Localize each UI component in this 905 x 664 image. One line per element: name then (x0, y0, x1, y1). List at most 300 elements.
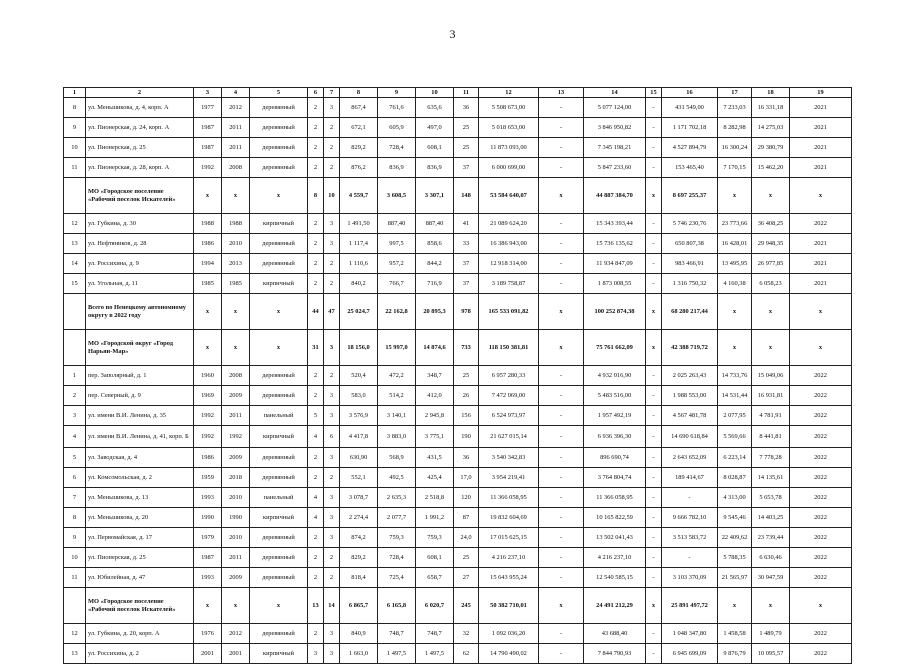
table-cell: 153 465,40 (662, 158, 718, 178)
address-cell: ул. Меньшикова, д. 4, корп. А (86, 98, 194, 118)
column-number-cell: 4 (222, 88, 250, 98)
table-cell: 2010 (222, 528, 250, 548)
table-cell: - (539, 548, 584, 568)
table-cell: 1988 (194, 214, 222, 234)
table-cell: 2011 (222, 406, 250, 426)
table-cell: 1 663,0 (340, 644, 378, 664)
address-cell: ул. Меньшикова, д. 20 (86, 508, 194, 528)
table-cell: 3 (324, 234, 340, 254)
table-cell: - (539, 118, 584, 138)
table-cell: 1 497,5 (378, 644, 416, 664)
table-cell: x (752, 294, 790, 330)
table-cell: 36 408,25 (752, 214, 790, 234)
table-cell: 844,2 (416, 254, 454, 274)
table-cell: x (539, 588, 584, 624)
table-cell: 2 (308, 366, 324, 386)
table-cell: деревянный (250, 548, 308, 568)
table-cell: x (222, 294, 250, 330)
table-cell: 16 428,01 (718, 234, 752, 254)
table-cell: 1987 (194, 118, 222, 138)
table-cell: 829,2 (340, 548, 378, 568)
table-cell: 1959 (194, 468, 222, 488)
column-number-cell: 19 (790, 88, 852, 98)
column-number-cell: 10 (416, 88, 454, 98)
table-cell: 2 (308, 138, 324, 158)
table-cell: 11 934 847,09 (584, 254, 646, 274)
table-row (64, 448, 852, 468)
table-cell: x (194, 294, 222, 330)
table-cell: 1969 (194, 386, 222, 406)
table-cell: 2 (308, 448, 324, 468)
column-number-cell: 9 (378, 88, 416, 98)
table-cell: - (539, 426, 584, 448)
table-cell: 10 (324, 178, 340, 214)
table-cell: 492,5 (378, 468, 416, 488)
address-cell: ул. Пионерская, д. 28, корп. А (86, 158, 194, 178)
table-cell: 2011 (222, 548, 250, 568)
column-number-cell: 18 (752, 88, 790, 98)
table-cell: 8 441,81 (752, 426, 790, 448)
table-cell: 1986 (194, 448, 222, 468)
table-cell: 2 (308, 254, 324, 274)
table-cell: 2022 (790, 386, 852, 406)
table-cell: 120 (454, 488, 479, 508)
table-cell: 1 458,58 (718, 624, 752, 644)
table-cell: 876,2 (340, 158, 378, 178)
table-cell: 425,4 (416, 468, 454, 488)
table-cell: 716,9 (416, 274, 454, 294)
table-cell: 3 (324, 330, 340, 366)
table-cell: 3 764 804,74 (584, 468, 646, 488)
table-cell (64, 330, 86, 366)
table-cell: 759,3 (378, 528, 416, 548)
table-cell: 7 233,03 (718, 98, 752, 118)
table-cell: 1 (64, 366, 86, 386)
table-cell: деревянный (250, 158, 308, 178)
column-number-cell: 13 (539, 88, 584, 98)
table-cell: 583,0 (340, 386, 378, 406)
table-cell: 2 (308, 468, 324, 488)
table-cell: кирпичный (250, 214, 308, 234)
apartment-buildings-table (63, 87, 852, 664)
table-cell: 4 932 016,90 (584, 366, 646, 386)
table-cell: 2 (324, 118, 340, 138)
table-cell: - (646, 448, 662, 468)
column-number-cell: 16 (662, 88, 718, 98)
table-cell: 13 (308, 588, 324, 624)
table-cell: 10 165 822,59 (584, 508, 646, 528)
table-cell: x (539, 330, 584, 366)
address-cell: ул. Россихина, д. 9 (86, 254, 194, 274)
table-cell: 3 540 342,83 (479, 448, 539, 468)
table-cell: 5 (64, 448, 86, 468)
table-cell: - (539, 624, 584, 644)
table-cell: 245 (454, 588, 479, 624)
table-cell: 156 (454, 406, 479, 426)
table-cell: 10 (64, 138, 86, 158)
table-cell: 36 (454, 98, 479, 118)
table-cell: 8 (64, 508, 86, 528)
table-cell: 2021 (790, 98, 852, 118)
table-cell: 37 (454, 254, 479, 274)
table-cell: 2 518,8 (416, 488, 454, 508)
table-cell: 50 382 710,01 (479, 588, 539, 624)
table-cell: 2022 (790, 448, 852, 468)
address-cell: ул. Угольная, д. 11 (86, 274, 194, 294)
table-cell: 1990 (194, 508, 222, 528)
table-cell: - (646, 158, 662, 178)
table-cell: 6 945 699,09 (662, 644, 718, 664)
table-cell: 1 991,2 (416, 508, 454, 528)
table-cell: 2 643 652,09 (662, 448, 718, 468)
column-number-cell: 14 (584, 88, 646, 98)
table-cell: 5 746 230,76 (662, 214, 718, 234)
table-cell: 2022 (790, 468, 852, 488)
table-cell: 1960 (194, 366, 222, 386)
table-cell: 6 058,23 (752, 274, 790, 294)
table-cell: - (646, 548, 662, 568)
table-cell: 2021 (790, 138, 852, 158)
table-cell: 2022 (790, 214, 852, 234)
table-cell: 1 048 347,80 (662, 624, 718, 644)
table-cell: 22 409,62 (718, 528, 752, 548)
table-cell: - (539, 254, 584, 274)
table-cell: - (539, 386, 584, 406)
column-number-cell: 8 (340, 88, 378, 98)
table-cell: деревянный (250, 118, 308, 138)
table-cell: 15 (64, 274, 86, 294)
table-cell: 2012 (222, 98, 250, 118)
table-cell: 18 156,0 (340, 330, 378, 366)
table-cell: 605,9 (378, 118, 416, 138)
table-cell: 2001 (194, 644, 222, 664)
table-cell: 887,40 (416, 214, 454, 234)
table-cell: 1 489,79 (752, 624, 790, 644)
table-cell: - (539, 568, 584, 588)
table-cell: 608,1 (416, 548, 454, 568)
table-cell: 552,1 (340, 468, 378, 488)
table-row (64, 468, 852, 488)
address-cell: ул. Россихина, д. 2 (86, 644, 194, 664)
table-cell: 2018 (222, 468, 250, 488)
table-cell: 87 (454, 508, 479, 528)
table-cell: 13 495,95 (718, 254, 752, 274)
table-cell: 13 (64, 644, 86, 664)
address-cell: ул. Губкина, д. 20, корп. А (86, 624, 194, 644)
table-cell: 17,0 (454, 468, 479, 488)
address-cell: МО «Городской округ «Город Нарьян-Мар» (86, 330, 194, 366)
table-cell: 2 (324, 158, 340, 178)
table-cell: 2 635,3 (378, 488, 416, 508)
table-row (64, 508, 852, 528)
table-cell: 4 (308, 488, 324, 508)
table-cell: кирпичный (250, 508, 308, 528)
address-cell: ул. Заводская, д. 4 (86, 448, 194, 468)
table-cell: 29 380,79 (752, 138, 790, 158)
table-cell: кирпичный (250, 274, 308, 294)
table-cell: 30 947,59 (752, 568, 790, 588)
table-cell: 1992 (194, 158, 222, 178)
table-cell: 21 627 015,14 (479, 426, 539, 448)
table-cell: 29 948,35 (752, 234, 790, 254)
address-cell: Всего по Ненецкому автономному округу в 2022 году (86, 294, 194, 330)
address-cell: ул. Губкина, д. 30 (86, 214, 194, 234)
table-cell: 11 (64, 158, 86, 178)
table-cell: 5 018 653,00 (479, 118, 539, 138)
table-cell: 635,6 (416, 98, 454, 118)
table-cell: 21 089 624,20 (479, 214, 539, 234)
table-cell: 3 513 583,72 (662, 528, 718, 548)
table-cell: 14 275,03 (752, 118, 790, 138)
table-cell: 148 (454, 178, 479, 214)
table-cell: 858,6 (416, 234, 454, 254)
table-cell: 2008 (222, 366, 250, 386)
table-cell: 37 (454, 158, 479, 178)
table-cell: 36 (454, 448, 479, 468)
table-cell: 2 (64, 386, 86, 406)
table-cell: 1992 (194, 406, 222, 426)
table-cell: 11 366 058,95 (479, 488, 539, 508)
table-cell: x (194, 178, 222, 214)
table-cell: 2012 (222, 624, 250, 644)
table-cell: x (250, 330, 308, 366)
table-cell: 997,5 (378, 234, 416, 254)
table-cell: 6 223,14 (718, 448, 752, 468)
table-cell: x (718, 588, 752, 624)
table-cell: 2 274,4 (340, 508, 378, 528)
table-cell: 11 (64, 568, 86, 588)
table-cell: - (646, 488, 662, 508)
table-cell: 7 345 198,21 (584, 138, 646, 158)
table-cell: 11 366 058,95 (584, 488, 646, 508)
header-row (64, 88, 852, 98)
table-cell: 5 847 233,60 (584, 158, 646, 178)
table-cell: 2 (324, 548, 340, 568)
table-cell: x (539, 294, 584, 330)
table-cell: - (646, 98, 662, 118)
table-cell: 8 028,87 (718, 468, 752, 488)
table-cell: 520,4 (340, 366, 378, 386)
table-cell: 12 918 314,00 (479, 254, 539, 274)
table-cell: 5 569,66 (718, 426, 752, 448)
table-cell: 1985 (222, 274, 250, 294)
table-cell: 3 (324, 624, 340, 644)
table-cell: 818,4 (340, 568, 378, 588)
table-cell: 21 565,97 (718, 568, 752, 588)
table-cell: 4 527 894,79 (662, 138, 718, 158)
table-cell: 3 954 219,41 (479, 468, 539, 488)
table-cell: 5 653,78 (752, 488, 790, 508)
table-cell: x (790, 178, 852, 214)
table-cell: 568,9 (378, 448, 416, 468)
table-cell: 896 690,74 (584, 448, 646, 468)
table-cell: x (790, 330, 852, 366)
table-cell (64, 588, 86, 624)
table-cell: 6 957 280,33 (479, 366, 539, 386)
table-cell: 725,4 (378, 568, 416, 588)
table-cell: 44 887 384,70 (584, 178, 646, 214)
table-cell: - (539, 98, 584, 118)
table-cell: 23 773,66 (718, 214, 752, 234)
table-cell: 412,0 (416, 386, 454, 406)
table-cell: 630,90 (340, 448, 378, 468)
column-number-cell: 12 (479, 88, 539, 98)
table-row (64, 386, 852, 406)
table-cell: 3 (324, 528, 340, 548)
table-cell: 733 (454, 330, 479, 366)
address-cell: ул. Юбилейная, д. 47 (86, 568, 194, 588)
table-cell: 4 216 237,10 (584, 548, 646, 568)
table-cell: 3 576,9 (340, 406, 378, 426)
table-cell: 1976 (194, 624, 222, 644)
table-cell: 748,7 (416, 624, 454, 644)
table-cell: 840,2 (340, 274, 378, 294)
table-cell: 672,1 (340, 118, 378, 138)
table-cell: 3 775,1 (416, 426, 454, 448)
table-cell: 26 977,85 (752, 254, 790, 274)
address-cell: ул. Пионерская, д. 25 (86, 138, 194, 158)
table-row (64, 528, 852, 548)
table-cell: x (718, 330, 752, 366)
table-cell: 2 (308, 528, 324, 548)
table-cell: 836,9 (378, 158, 416, 178)
table-cell: 5 788,35 (718, 548, 752, 568)
table-cell: 2009 (222, 386, 250, 406)
table-cell: 75 761 662,09 (584, 330, 646, 366)
table-row (64, 548, 852, 568)
table-cell: 748,7 (378, 624, 416, 644)
table-cell: 1986 (194, 234, 222, 254)
table-cell: - (539, 138, 584, 158)
table-cell: 6 000 699,00 (479, 158, 539, 178)
table-cell: 8 (308, 178, 324, 214)
table-cell: деревянный (250, 138, 308, 158)
table-cell: 2021 (790, 118, 852, 138)
table-cell: - (539, 406, 584, 426)
table-cell: 3 (324, 488, 340, 508)
table-row (64, 644, 852, 664)
table-cell: 5 508 673,00 (479, 98, 539, 118)
table-cell: 4 417,8 (340, 426, 378, 448)
table-cell: x (250, 294, 308, 330)
table-cell: - (646, 406, 662, 426)
table-cell: 5 (308, 406, 324, 426)
table-cell: деревянный (250, 386, 308, 406)
table-cell: 25 (454, 366, 479, 386)
table-cell: 472,2 (378, 366, 416, 386)
table-cell: - (646, 508, 662, 528)
table-cell: 1992 (194, 426, 222, 448)
table-cell: 2 945,8 (416, 406, 454, 426)
table-cell: 1987 (194, 548, 222, 568)
table-cell: 4 (308, 426, 324, 448)
summary-row (64, 294, 852, 330)
page-number: 3 (449, 27, 456, 41)
table-cell: 2 (324, 366, 340, 386)
table-cell: 11 873 093,00 (479, 138, 539, 158)
table-cell: 761,6 (378, 98, 416, 118)
summary-row (64, 588, 852, 624)
table-cell: 16 386 943,00 (479, 234, 539, 254)
table-cell: 23 739,44 (752, 528, 790, 548)
table-cell: 3 (324, 98, 340, 118)
table-cell: 6 524 973,97 (479, 406, 539, 426)
table-cell: - (646, 624, 662, 644)
table-cell: - (539, 528, 584, 548)
column-number-cell: 7 (324, 88, 340, 98)
table-cell: 3 (324, 644, 340, 664)
table-cell: 43 688,40 (584, 624, 646, 644)
table-cell: 2 (324, 468, 340, 488)
table-cell: 24 491 212,29 (584, 588, 646, 624)
table-cell: 978 (454, 294, 479, 330)
table-cell: x (250, 588, 308, 624)
address-cell: ул. имени В.И. Ленина, д. 41, корп. Б (86, 426, 194, 448)
table-cell: 7 170,15 (718, 158, 752, 178)
table-cell: x (752, 178, 790, 214)
table-cell: 190 (454, 426, 479, 448)
table-cell: 3 (324, 406, 340, 426)
table-cell: 2022 (790, 406, 852, 426)
table-cell: 1985 (194, 274, 222, 294)
table-cell: 1992 (222, 426, 250, 448)
table-cell: 3 307,1 (416, 178, 454, 214)
table-cell: - (646, 468, 662, 488)
table-cell: x (194, 330, 222, 366)
table-cell: 3 (324, 386, 340, 406)
table-cell: деревянный (250, 254, 308, 274)
table-cell: деревянный (250, 528, 308, 548)
table-cell: 22 162,8 (378, 294, 416, 330)
table-cell: 42 388 719,72 (662, 330, 718, 366)
table-cell: 3 (64, 406, 86, 426)
table-cell: 957,2 (378, 254, 416, 274)
table-cell: 15 049,06 (752, 366, 790, 386)
table-cell: 1994 (194, 254, 222, 274)
address-cell: МО «Городское поселение «Рабочий поселок Искателей» (86, 178, 194, 214)
address-cell: ул. Пионерская, д. 25 (86, 548, 194, 568)
table-cell: 1 316 750,32 (662, 274, 718, 294)
table-cell: - (646, 274, 662, 294)
table-cell: 25 (454, 138, 479, 158)
table-cell: 887,40 (378, 214, 416, 234)
table-cell: 1979 (194, 528, 222, 548)
table-cell: 2021 (790, 274, 852, 294)
table-cell: 47 (324, 294, 340, 330)
table-cell: 2009 (222, 568, 250, 588)
table-cell: 10 (64, 548, 86, 568)
summary-row (64, 330, 852, 366)
table-cell: 608,1 (416, 138, 454, 158)
address-cell: ул. Комсомольская, д. 2 (86, 468, 194, 488)
table-cell: 4 567 481,78 (662, 406, 718, 426)
table-cell: 759,3 (416, 528, 454, 548)
table-cell: деревянный (250, 234, 308, 254)
table-cell: 728,4 (378, 138, 416, 158)
table-cell: 1993 (194, 568, 222, 588)
table-cell: 26 (454, 386, 479, 406)
table-cell: x (646, 294, 662, 330)
table-cell: 1990 (222, 508, 250, 528)
table-cell (64, 294, 86, 330)
table-cell: кирпичный (250, 426, 308, 448)
table-cell: 2 (308, 624, 324, 644)
table-cell: 2022 (790, 624, 852, 644)
table-cell: 5 483 516,00 (584, 386, 646, 406)
table-cell: 2 (308, 548, 324, 568)
table-cell: 1 171 702,18 (662, 118, 718, 138)
table-cell: 2 025 263,43 (662, 366, 718, 386)
